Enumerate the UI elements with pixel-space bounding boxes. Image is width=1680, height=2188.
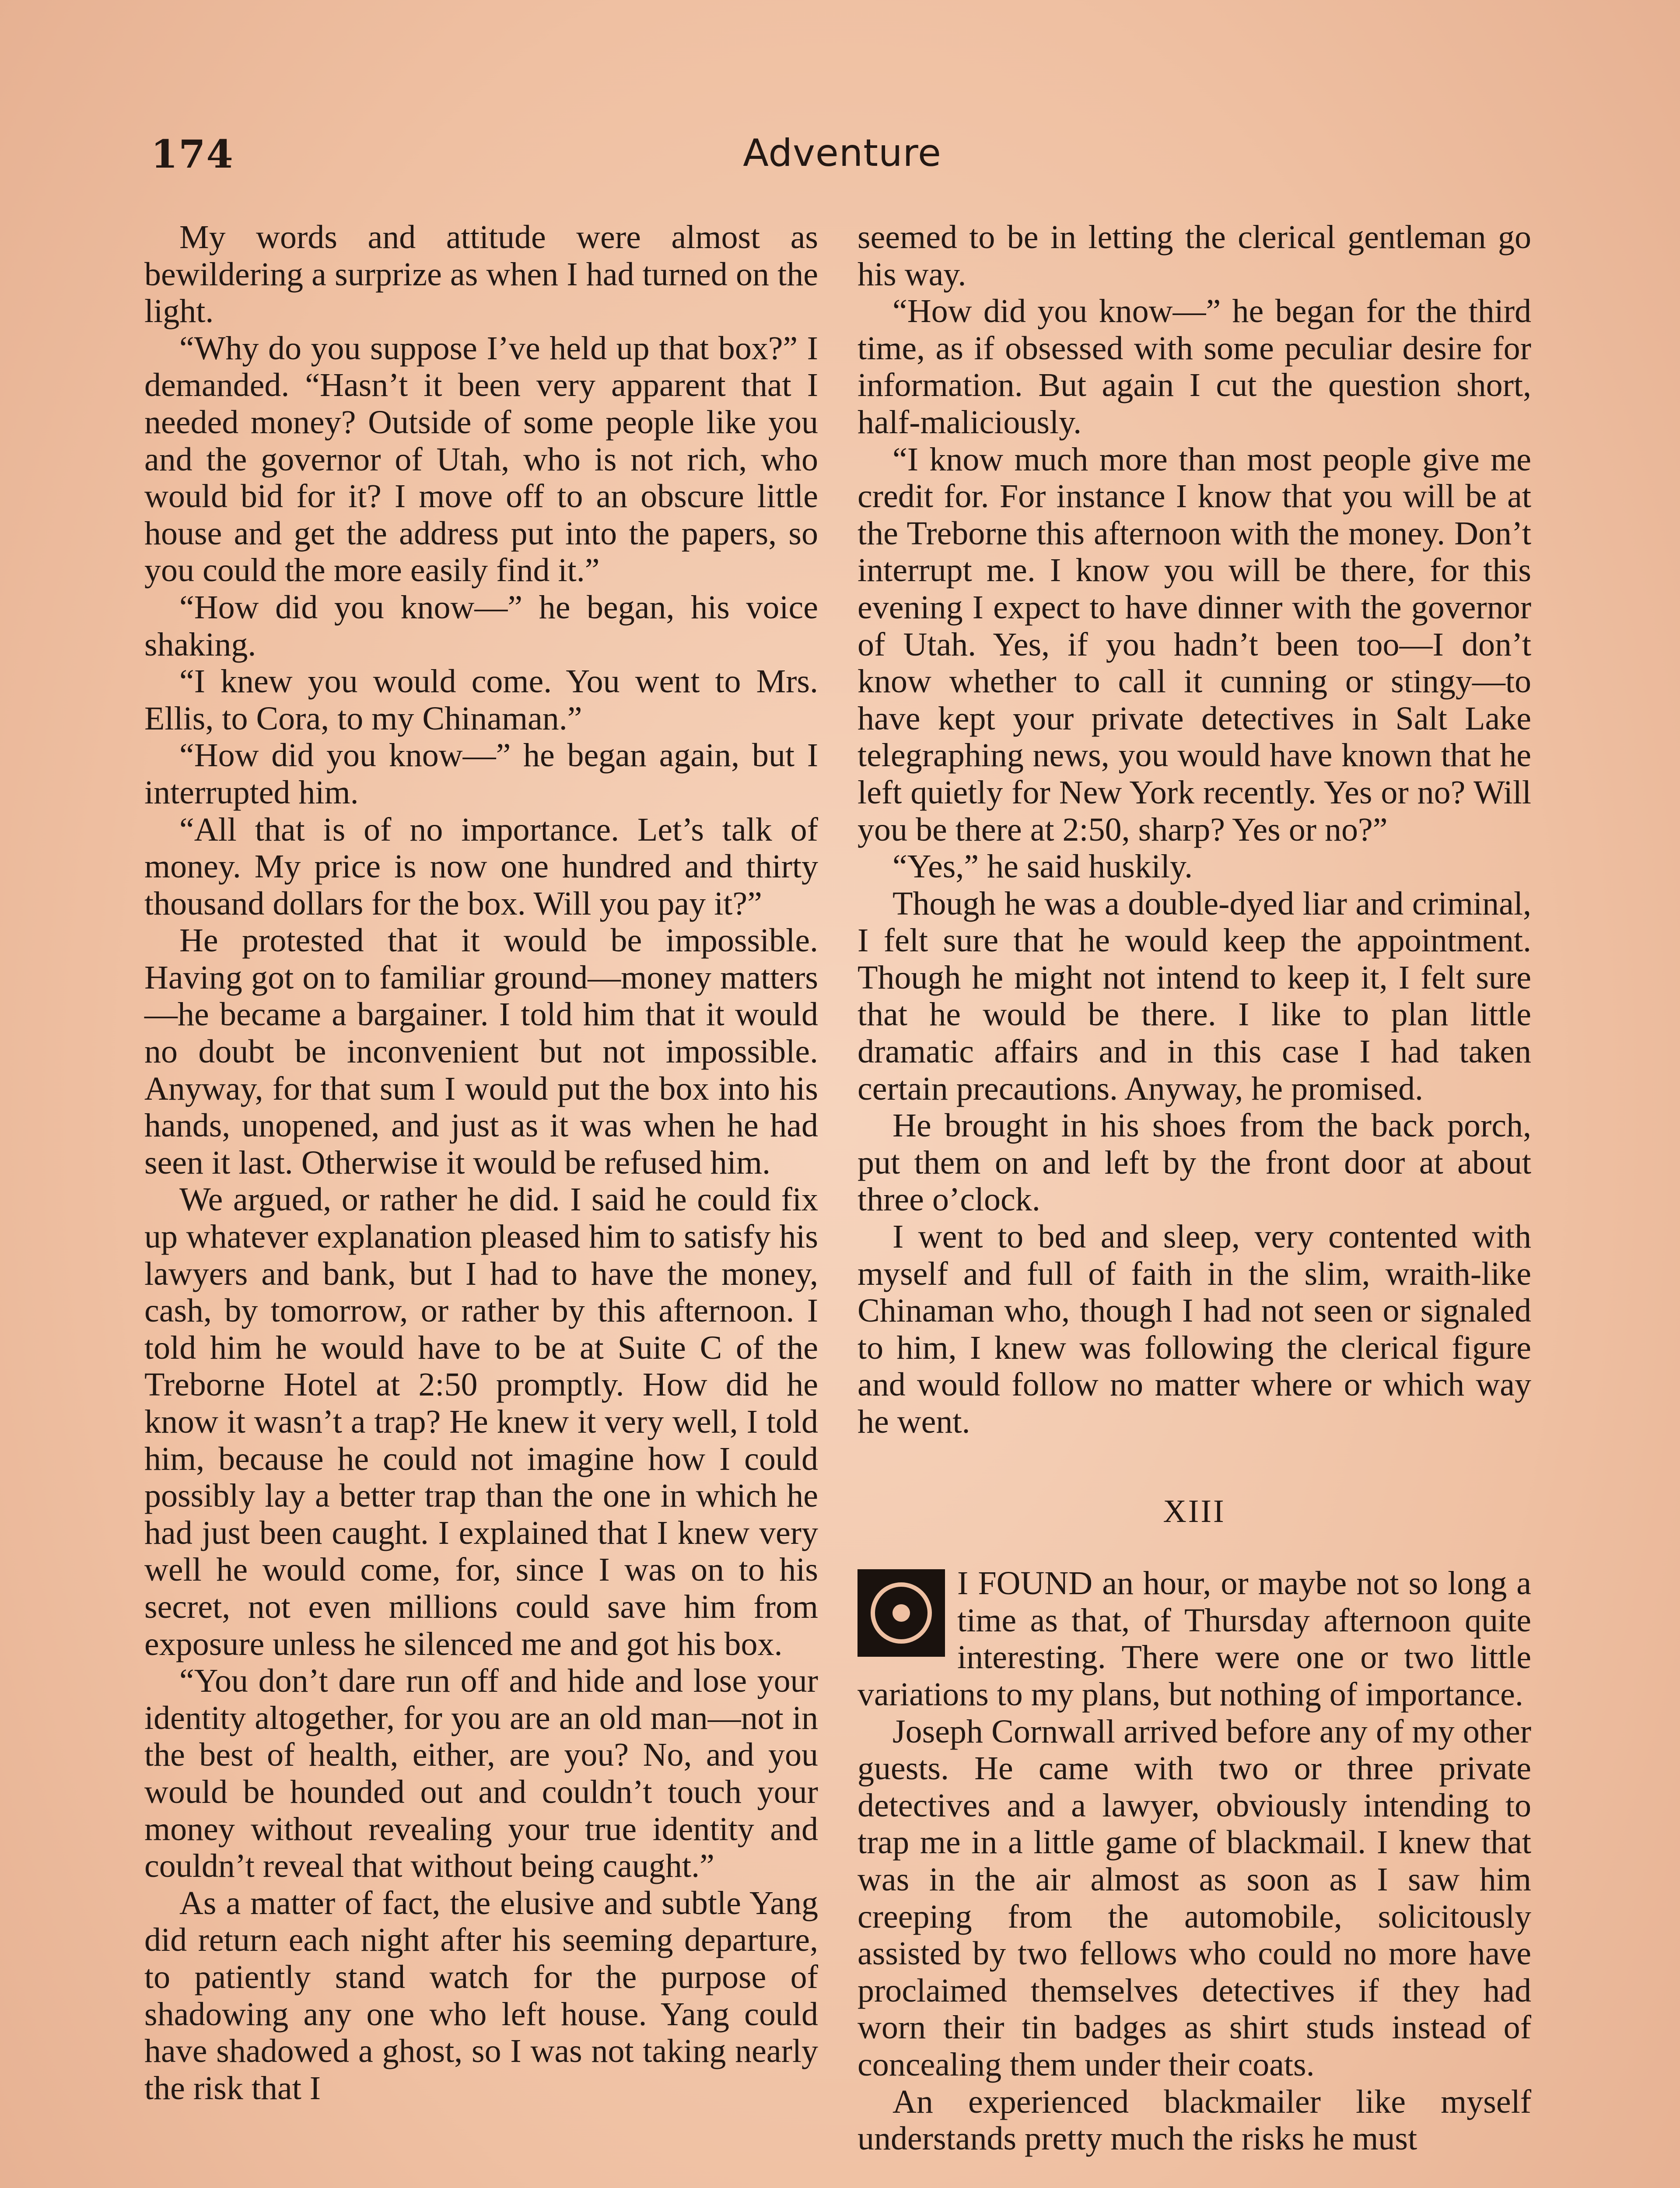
running-title: Adventure bbox=[743, 131, 942, 175]
paragraph: Joseph Cornwall arrived before any of my other guests. He came with two or three private detectives and a lawyer, obviously intending to trap me in a little game of blackmail. I knew that was in the air almost as soon as I saw him creeping from the automobile, solicitously assisted by two fellows who could no more have proclaimed themselves detectives if they had worn their tin badges as shirt studs instead of concealing them under their coats. bbox=[858, 1713, 1531, 2083]
paragraph: “How did you know—” he began, his voice shaking. bbox=[144, 589, 818, 663]
page-header bbox=[151, 131, 1533, 184]
paragraph: As a matter of fact, the elusive and subtle Yang did return each night after his seeming departure, to patiently stand watch for the purpose of shadowing any one who left house. Yang could have shadowed a ghost, so I was not taking nearly the risk that I bbox=[144, 1884, 818, 2107]
paragraph: I went to bed and sleep, very contented with myself and full of faith in the slim, wraith-like Chinaman who, though I had not seen or signaled to him, I knew was following the clerical figure and would follow no matter where or which way he went. bbox=[858, 1218, 1531, 1440]
paragraph: “All that is of no importance. Let’s talk of money. My price is now one hundred and thirty thousand dollars for the box. Will you pay it?” bbox=[144, 811, 818, 922]
chapter-opening-text: I FOUND an hour, or maybe not so long a time as that, of Thursday afternoon quite interesting. There were one or two little variations to my plans, but nothing of importance. bbox=[858, 1565, 1531, 1713]
paragraph: “You don’t dare run off and hide and lose your identity altogether, for you are an old man—not in the best of health, either, are you? No, and you would be hounded out and couldn’t touch your money without revealing your true identity and couldn’t reveal that without being caught.” bbox=[144, 1662, 818, 1885]
chapter-opening-paragraph bbox=[858, 1565, 1531, 1713]
chapter-heading: XIII bbox=[1163, 1493, 1226, 1529]
right-column bbox=[858, 219, 1531, 2157]
paragraph-continuation: seemed to be in letting the clerical gentleman go his way. bbox=[858, 219, 1531, 293]
paragraph: “I know much more than most people give me credit for. For instance I know that you will be at the Treborne this afternoon with the money. Don’t interrupt me. I know you will be there, for this evening I expect to have dinner with the governor of Utah. Yes, if you hadn’t been too—I don’t know whether to call it cunning or stingy—to have kept your private detectives in Salt Lake telegraphing news, you would have known that he left quietly for New York recently. Yes or no? Will you be there at 2:50, sharp? Yes or no?” bbox=[858, 441, 1531, 848]
paragraph: We argued, or rather he did. I said he could fix up whatever explanation pleased him to satisfy his lawyers and bank, but I had to have the money, cash, by tomorrow, or rather by this afternoon. I told him he would have to be at Suite C of the Treborne Hotel at 2:50 promptly. How did he know it wasn’t a trap? He knew it very well, I told him, because he could not imagine how I could possibly lay a better trap than the one in which he had just been caught. I explained that I knew very well he would come, for, since I was on to his secret, not even millions could save him from exposure unless he silenced me and got his box. bbox=[144, 1181, 818, 1662]
paragraph: My words and attitude were almost as bewildering a surprize as when I had turned on the light. bbox=[144, 219, 818, 330]
ornamental-dropcap-icon bbox=[858, 1569, 945, 1657]
paragraph: “How did you know—” he began again, but I interrupted him. bbox=[144, 737, 818, 811]
paragraph: “I knew you would come. You went to Mrs. Ellis, to Cora, to my Chinaman.” bbox=[144, 663, 818, 737]
paragraph: “Why do you suppose I’ve held up that box?” I demanded. “Hasn’t it been very apparent that I needed money? Outside of some people like you and the governor of Utah, who is not rich, who would bid for it? I move off to an obscure little house and get the address put into the papers, so you could the more easily find it.” bbox=[144, 330, 818, 589]
paragraph: Though he was a double-dyed liar and criminal, I felt sure that he would keep the appointment. Though he might not intend to keep it, I felt sure that he would be there. I like to plan little dramatic affairs and in this case I had taken certain precautions. Anyway, he promised. bbox=[858, 885, 1531, 1107]
paragraph: “How did you know—” he began for the third time, as if obsessed with some peculiar desire for information. But again I cut the question short, half-maliciously. bbox=[858, 293, 1531, 441]
left-column bbox=[144, 219, 818, 2107]
dropcap-center bbox=[892, 1604, 910, 1622]
paragraph: He brought in his shoes from the back porch, put them on and left by the front door at about three o’clock. bbox=[858, 1107, 1531, 1218]
paragraph: He protested that it would be impossible. Having got on to familiar ground—money matters—he became a bargainer. I told him that it would no doubt be inconvenient but not impossible. Anyway, for that sum I would put the box into his hands, unopened, and just as it was when he had seen it last. Otherwise it would be refused him. bbox=[144, 922, 818, 1181]
paragraph: An experienced blackmailer like myself understands pretty much the risks he must bbox=[858, 2083, 1531, 2157]
page-number: 174 bbox=[151, 131, 234, 177]
paragraph: “Yes,” he said huskily. bbox=[892, 848, 1193, 885]
